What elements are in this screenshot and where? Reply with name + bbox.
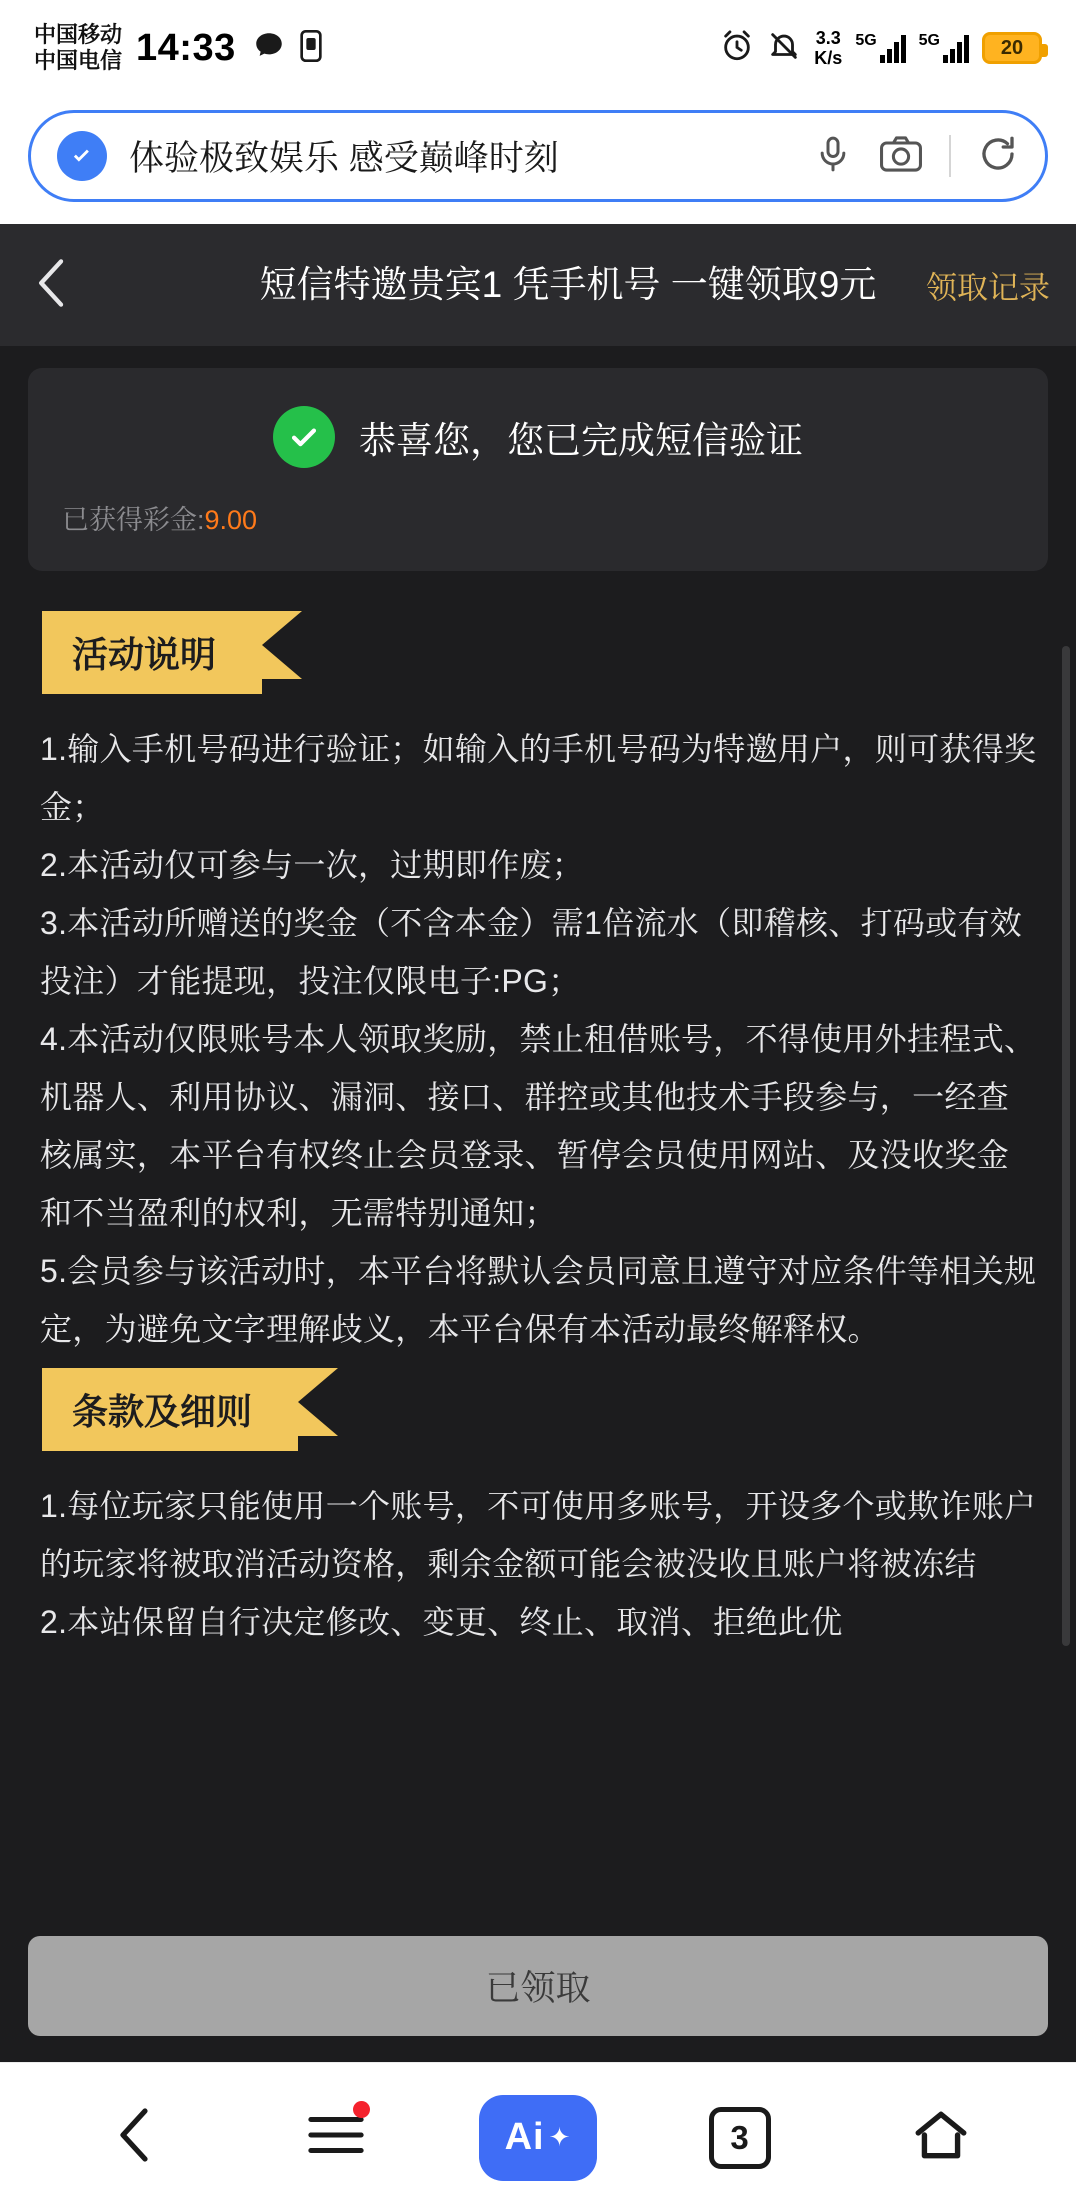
browser-bottom-nav [0,2062,1076,2212]
camera-icon[interactable] [879,134,923,179]
carrier-labels [34,22,122,74]
search-input-text[interactable]: 体验极致娱乐 感受巅峰时刻 [129,139,559,178]
tab-count-badge: 3 [709,2107,771,2169]
page-title: 短信特邀贵宾1 凭手机号 一键领取9元 [259,264,877,305]
rule-item: 2.本活动仅可参与一次，过期即作废； [40,847,585,883]
alarm-clock-icon [720,29,754,68]
toolbar-divider [949,135,951,177]
section-activity-rules [28,601,1048,720]
signal-2: 5G [919,33,969,63]
shield-check-icon [57,131,107,181]
cta-container [0,1920,1076,2062]
nav-ai-button[interactable] [478,2083,598,2193]
notification-dot [353,2101,370,2118]
home-icon [912,2108,970,2167]
browser-toolbar [0,96,1076,224]
signal-bars-2 [943,33,969,63]
chevron-left-icon [33,256,71,315]
sim-card-icon [300,30,322,67]
rule-item: 2.本站保留自行决定修改、变更、终止、取消、拒绝此优 [40,1604,843,1640]
scrollbar[interactable] [1062,646,1070,1646]
rule-item: 3.本活动所赠送的奖金（不含本金）需1倍流水（即稽核、打码或有效投注）才能提现，投注仅限电子:PG； [40,905,1023,999]
ai-label: Ai [504,2116,545,2158]
message-bubble-icon [252,29,286,68]
activity-rules-text [28,720,1048,1358]
signal-1: 5G [855,33,905,63]
rule-item: 1.每位玩家只能使用一个账号，不可使用多账号，开设多个或欺诈账户的玩家将被取消活动资格，剩余金额可能会被没收且账户将被冻结 [40,1488,1037,1582]
section-terms [28,1358,1048,1477]
signal-bars-1 [880,33,906,63]
carrier-2: 中国电信 [34,48,123,73]
rule-item: 1.输入手机号码进行验证；如输入的手机号码为特邀用户，则可获得奖金； [40,731,1037,825]
page-content [0,346,1076,1920]
bonus-amount-row [62,498,1014,537]
rule-item: 4.本活动仅限账号本人领取奖励，禁止租借账号，不得使用外挂程式、机器人、利用协议、漏洞、接口、群控或其他技术手段参与，一经查核属实，本平台有权终止会员登录、暂停会员使用网站、及没收奖金和不当盈利的权利，无需特别通知； [40,1021,1037,1231]
bonus-label: 已获得彩金: [62,505,205,535]
chevron-left-icon [112,2105,158,2170]
check-circle-icon [273,406,335,468]
status-left-icons [252,29,322,68]
section-banner-activity: 活动说明 [42,611,262,694]
section-banner-terms: 条款及细则 [42,1368,298,1451]
ai-assistant-icon: Ai ✦ [479,2095,597,2181]
bonus-value: 9.00 [204,505,258,535]
claim-record-link[interactable]: 领取记录 [926,270,1050,306]
page-header [0,224,1076,346]
status-right-icons [720,28,1042,68]
status-time: 14:33 [136,26,236,69]
network-speed: 3.3 K/s [814,28,843,68]
bell-muted-icon [767,29,801,68]
nav-tabs-button[interactable] [680,2083,800,2193]
battery-indicator: 20 [982,32,1042,64]
content-fade [0,1860,1076,1920]
header-back-button[interactable] [22,256,82,315]
carrier-1: 中国移动 [34,22,123,47]
microphone-icon[interactable] [813,134,853,179]
nav-menu-button[interactable] [276,2083,396,2193]
nav-back-button[interactable] [75,2083,195,2193]
success-message: 恭喜您，您已完成短信验证 [359,420,803,461]
search-input[interactable] [28,110,1048,202]
status-bar [0,0,1076,96]
claim-button[interactable]: 已领取 [28,1936,1048,2036]
verification-success-card [28,368,1048,571]
terms-text [28,1477,1048,1651]
hamburger-menu-icon [307,2112,365,2163]
rule-item: 5.会员参与该活动时，本平台将默认会员同意且遵守对应条件等相关规定，为避免文字理解歧义，本平台保有本活动最终解释权。 [40,1253,1037,1347]
nav-home-button[interactable] [881,2083,1001,2193]
refresh-icon[interactable] [977,133,1019,180]
